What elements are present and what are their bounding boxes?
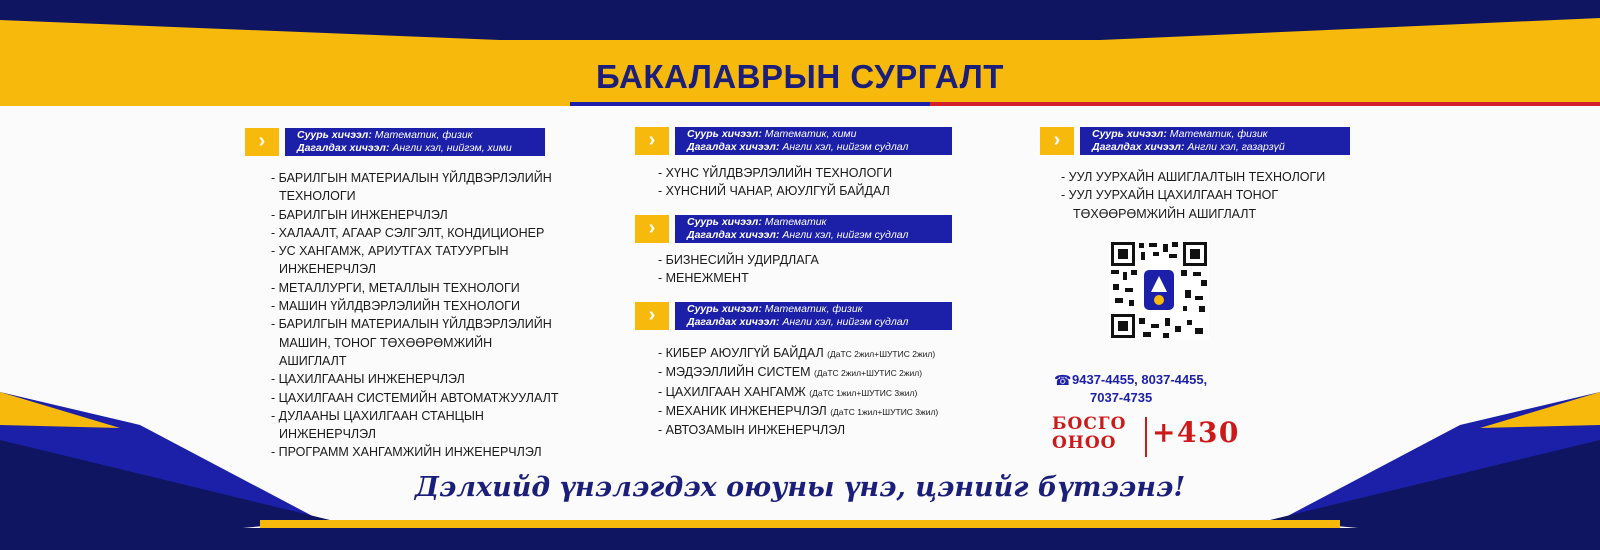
phone-icon: ☎ [1054,372,1072,388]
list-item: - БАРИЛГЫН МАТЕРИАЛЫН ҮЙЛДВЭРЛЭЛИЙН [271,171,552,185]
phone-numbers-line-2[interactable]: 7037-4735 [1090,390,1153,405]
threshold-score: +430 [1152,416,1240,449]
threshold-divider [1145,417,1147,457]
program-list-group-2 [658,164,892,201]
subjects-header-group-5 [1040,127,1350,155]
phone-numbers-line-1[interactable]: 9437-4455, 8037-4455, [1072,372,1208,387]
base-subject-label: Суурь хичээл: [687,216,762,228]
program-name: - ЦАХИЛГААН ХАНГАМЖ [658,384,806,399]
list-item: МАШИН, ТОНОГ ТӨХӨӨРӨМЖИЙН [279,335,493,350]
chevron-right-icon: › [635,215,669,243]
list-item: - ДУЛААНЫ ЦАХИЛГААН СТАНЦЫН [271,408,484,423]
list-item: - ХАЛААЛТ, АГААР СЭЛГЭЛТ, КОНДИЦИОНЕР [271,225,545,240]
program-name: - АВТОЗАМЫН ИНЖЕНЕРЧЛЭЛ [658,423,846,438]
list-item [658,402,938,421]
page-title: БАКАЛАВРЫН СУРГАЛТ [596,58,1004,95]
list-item: - УУЛ УУРХАЙН АШИГЛАЛТЫН ТЕХНОЛОГИ [1061,170,1326,184]
program-note: (ДаТС 1жил+ШУТИС 3жил) [809,387,918,398]
subjects-header-group-1 [245,128,545,156]
list-item: - МЕНЕЖМЕНТ [658,271,749,286]
subjects-header-group-2 [635,127,952,155]
list-item: ИНЖЕНЕРЧЛЭЛ [279,262,376,277]
base-subjects: Математик, физик [764,303,863,315]
list-item [658,344,938,363]
program-name: - МЕХАНИК ИНЖЕНЕРЧЛЭЛ [658,403,827,418]
list-item: - МЕТАЛЛУРГИ, МЕТАЛЛЫН ТЕХНОЛОГИ [271,280,520,295]
threshold-label-line-1: БОСГО [1052,414,1127,434]
base-subject-label: Суурь хичээл: [297,129,372,141]
list-item: - БИЗНЕСИЙН УДИРДЛАГА [658,253,819,267]
list-item: - ХҮНСНИЙ ЧАНАР, АЮУЛГҮЙ БАЙДАЛ [658,184,890,199]
extra-subject-label: Дагалдах хичээл: [297,141,390,154]
list-item: ИНЖЕНЕРЧЛЭЛ [279,427,376,442]
base-subject-label: Суурь хичээл: [1092,128,1167,140]
chevron-right-icon: › [635,127,669,155]
base-subject-label: Суурь хичээл: [687,128,762,140]
threshold-label [1052,415,1126,453]
chevron-right-icon: › [245,128,279,156]
base-subjects: Математик, физик [1169,128,1268,140]
extra-subjects: Англи хэл, нийгэм судлал [782,315,909,328]
list-item: - УУЛ УУРХАЙН ЦАХИЛГААН ТОНОГ [1061,188,1279,203]
list-item: - ХҮНС ҮЙЛДВЭРЛЭЛИЙН ТЕХНОЛОГИ [658,166,893,180]
list-item: ТӨХӨӨРӨМЖИЙН АШИГЛАЛТ [1073,206,1257,221]
program-list-group-1 [271,169,558,462]
subjects-header-group-4 [635,302,952,330]
list-item [658,383,938,402]
chevron-right-icon: › [1040,127,1074,155]
program-name: - КИБЕР АЮУЛГҮЙ БАЙДАЛ [658,346,824,360]
extra-subject-label: Дагалдах хичээл: [1092,140,1185,153]
list-item: ТЕХНОЛОГИ [279,189,356,204]
chevron-right-icon: › [635,302,669,330]
program-list-group-4 [658,344,938,440]
extra-subject-label: Дагалдах хичээл: [687,228,780,241]
extra-subject-label: Дагалдах хичээл: [687,315,780,328]
list-item: - БАРИЛГЫН МАТЕРИАЛЫН ҮЙЛДВЭРЛЭЛИЙН [271,317,552,332]
list-item: - БАРИЛГЫН ИНЖЕНЕРЧЛЭЛ [271,207,448,222]
list-item: - ПРОГРАММ ХАНГАМЖИЙН ИНЖЕНЕРЧЛЭЛ [271,445,542,460]
program-name: - МЭДЭЭЛЛИЙН СИСТЕМ [658,365,811,380]
subjects-header-group-3 [635,215,952,243]
extra-subjects: Англи хэл, нийгэм судлал [782,140,909,153]
list-item [658,421,938,440]
program-note: (ДаТС 2жил+ШУТИС 2жил) [827,349,936,359]
program-note: (ДаТС 1жил+ШУТИС 3жил) [830,406,939,417]
list-item: - УС ХАНГАМЖ, АРИУТГАХ ТАТУУРГЫН [271,244,509,259]
extra-subjects: Англи хэл, нийгэм, хими [392,141,512,154]
extra-subjects: Англи хэл, газарзүй [1187,140,1285,153]
base-subjects: Математик [764,216,827,228]
qr-code[interactable] [1109,240,1209,340]
threshold-label-line-2: ОНОО [1052,433,1117,453]
program-list-group-5 [1061,168,1325,223]
extra-subjects: Англи хэл, нийгэм судлал [782,228,909,241]
program-list-group-3 [658,251,819,288]
list-item: - ЦАХИЛГААНЫ ИНЖЕНЕРЧЛЭЛ [271,372,465,387]
program-note: (ДаТС 2жил+ШУТИС 2жил) [814,368,923,379]
base-subject-label: Суурь хичээл: [687,303,762,315]
list-item: - МАШИН ҮЙЛДВЭРЛЭЛИЙН ТЕХНОЛОГИ [271,299,520,314]
extra-subject-label: Дагалдах хичээл: [687,140,780,153]
list-item [658,363,938,382]
base-subjects: Математик, хими [764,128,857,140]
list-item: - ЦАХИЛГААН СИСТЕМИЙН АВТОМАТЖУУЛАЛТ [271,390,559,405]
contact-phones [1054,371,1242,407]
slogan: Дэлхийд үнэлэгдэх оюуны үнэ, цэнийг бүтээнэ! [414,472,1186,503]
base-subjects: Математик, физик [374,129,473,141]
list-item: АШИГЛАЛТ [279,353,347,368]
